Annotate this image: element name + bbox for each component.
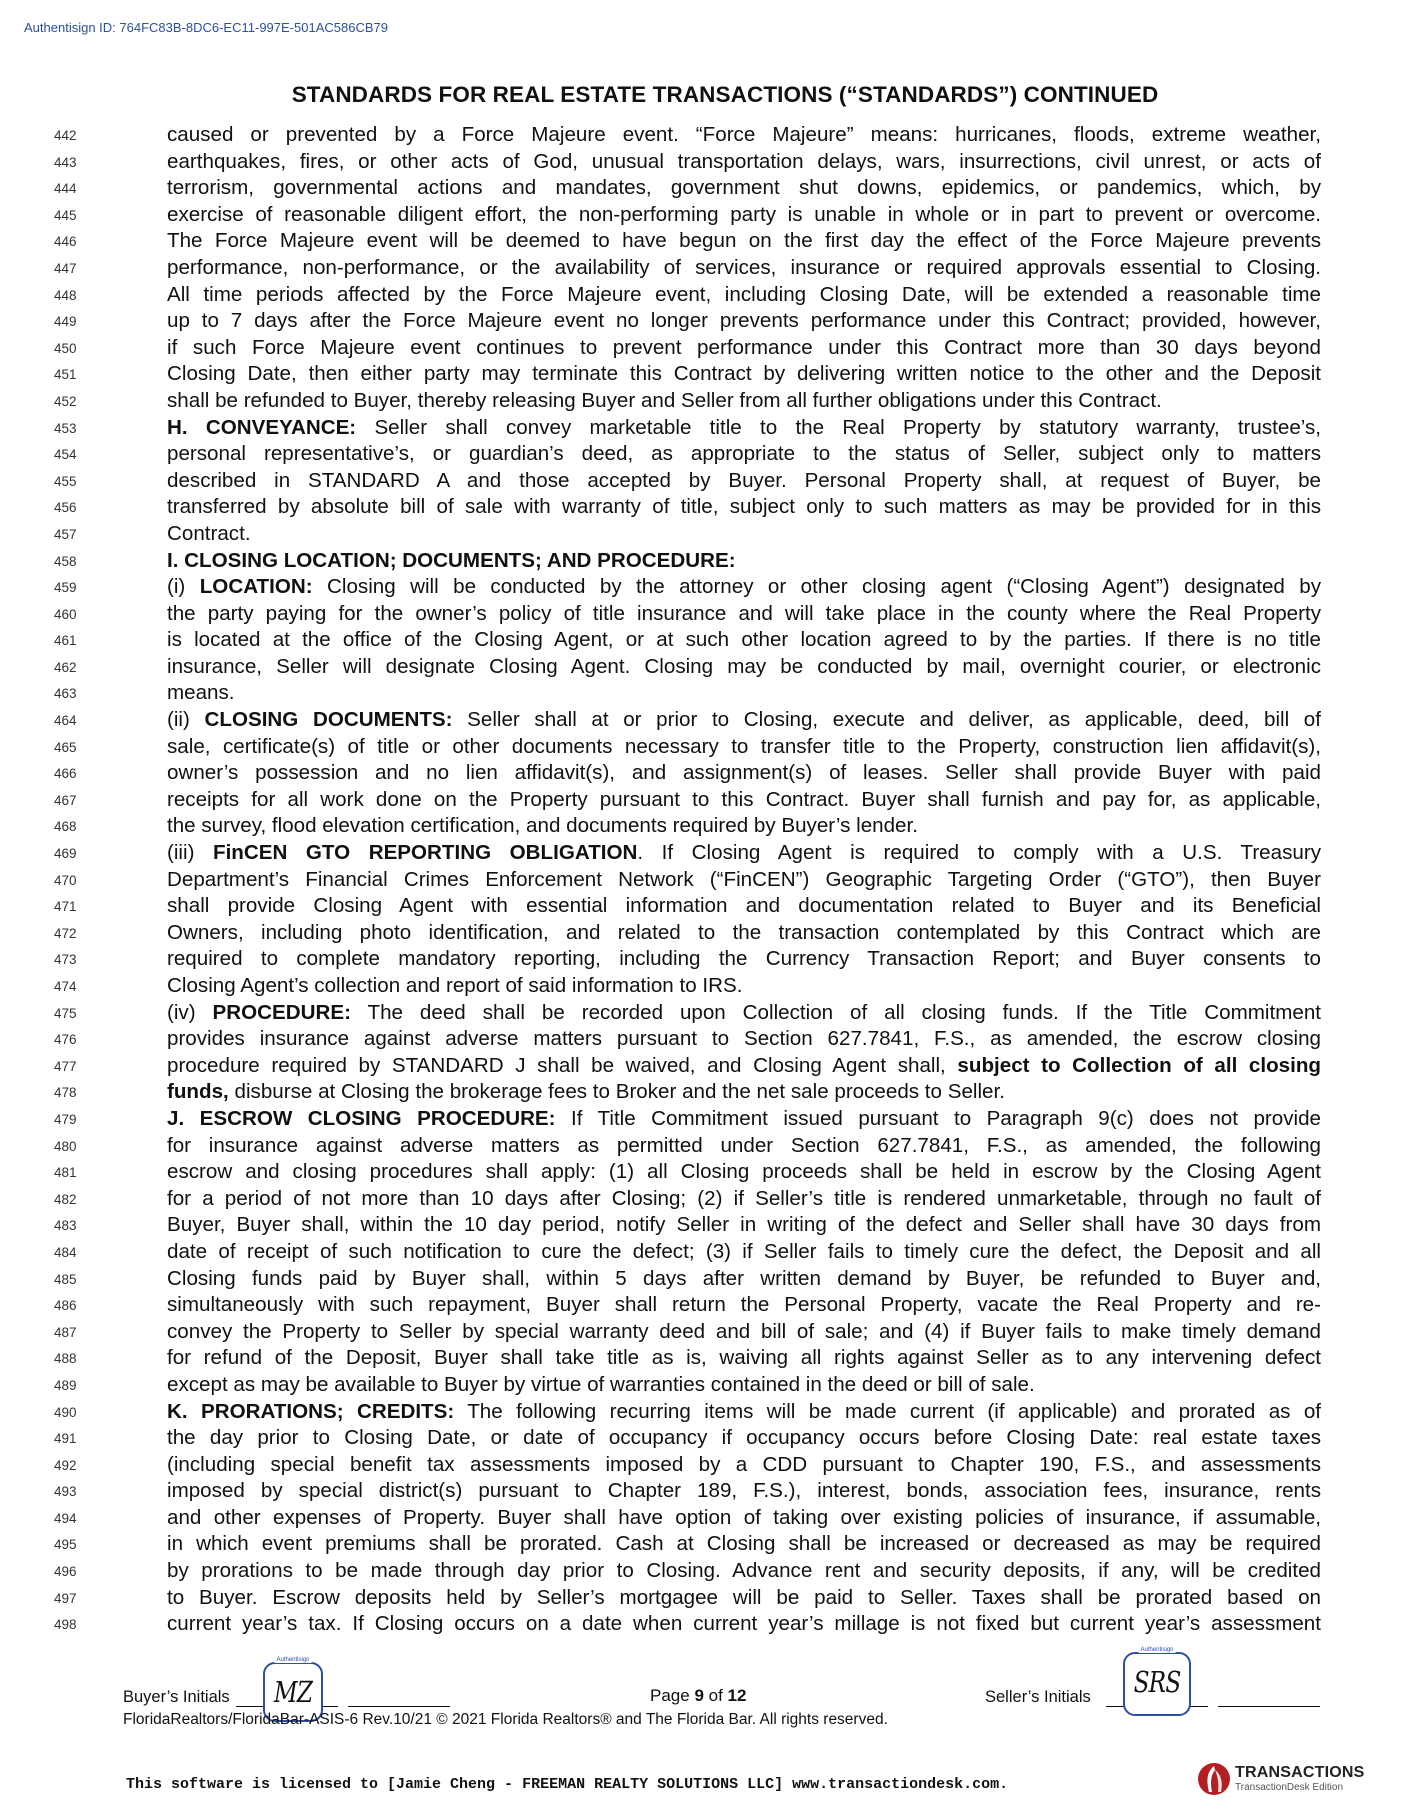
line-number: 486: [54, 1298, 77, 1314]
line-number: 481: [54, 1165, 77, 1181]
line-number: 482: [54, 1191, 77, 1207]
buyer-initials-label: Buyer’s Initials: [123, 1688, 230, 1706]
line-text-segment: the day prior to Closing Date, or date of occupancy if occupancy occurs before Closing Date: real estate taxes: [167, 1426, 1321, 1450]
line-text: [167, 893, 1321, 920]
line-number: 456: [54, 500, 77, 516]
line-text: [167, 494, 1321, 521]
line-text-segment: owner’s possession and no lien affidavit(s), and assignment(s) of leases. Seller shall provide Buyer with paid: [167, 761, 1321, 785]
line-text-segment: for insurance against adverse matters as permitted under Section 627.7841, F.S., as amended, the following: [167, 1133, 1321, 1157]
line-text-segment: personal representative’s, or guardian’s deed, as appropriate to the status of Seller, subject only to matters: [167, 442, 1321, 466]
initial-box-tag: Authentisign: [276, 1657, 310, 1663]
line-text: [167, 760, 1321, 787]
page-total: 12: [727, 1686, 747, 1705]
line-text: [167, 149, 1321, 176]
line-text: [167, 1292, 1321, 1319]
line-text-bold: subject to Collection of all closing: [957, 1053, 1322, 1077]
line-number: 485: [54, 1271, 77, 1287]
seller-initials-mark: SRS: [1133, 1665, 1181, 1699]
line-text: [167, 787, 1321, 814]
document-line: [0, 1399, 1401, 1426]
line-text: [167, 707, 1321, 734]
line-text: [167, 175, 1321, 202]
seller-initials-line-2[interactable]: [1218, 1688, 1320, 1707]
line-text-segment: If Title Commitment issued pursuant to Paragraph 9(c) does not provide: [555, 1106, 1321, 1130]
line-text-segment: described in STANDARD A and those accepted by Buyer. Personal Property shall, at request of Buyer, be: [167, 468, 1321, 492]
line-text-segment: current year’s tax. If Closing occurs on a date when current year’s millage is not fixed but current year’s assessment: [167, 1612, 1321, 1636]
line-number: 489: [54, 1377, 77, 1393]
document-line: [0, 1186, 1401, 1213]
line-number: 490: [54, 1404, 77, 1420]
line-text-segment: date of receipt of such notification to cure the defect; (3) if Seller fails to timely cure the defect, the Deposit and all: [167, 1239, 1321, 1263]
document-line: [0, 521, 1401, 548]
line-text-segment: means.: [167, 681, 235, 705]
line-text-segment: in which event premiums shall be prorated. Cash at Closing shall be increased or decreased as may be required: [167, 1532, 1321, 1556]
document-line: [0, 415, 1401, 442]
line-text: [167, 122, 1321, 149]
line-text: [167, 1026, 1321, 1053]
line-number: 468: [54, 819, 77, 835]
line-text: [167, 654, 1321, 681]
document-line: [0, 1000, 1401, 1027]
line-text: [167, 574, 1321, 601]
line-text: [167, 1585, 1321, 1612]
line-text-segment: the party paying for the owner’s policy of title insurance and will take place in the county where the Real Property: [167, 601, 1321, 625]
line-text-segment: disburse at Closing the brokerage fees to Broker and the net sale proceeds to Seller.: [228, 1080, 1005, 1104]
line-number: 447: [54, 260, 77, 276]
document-line: [0, 494, 1401, 521]
line-text-segment: the survey, flood elevation certification, and documents required by Buyer’s lender.: [167, 814, 918, 838]
line-text: [167, 415, 1321, 442]
line-text-segment: exercise of reasonable diligent effort, the non-performing party is unable in whole or in part to prevent or overcome.: [167, 202, 1321, 226]
line-number: 479: [54, 1111, 77, 1127]
line-text-segment: Buyer, Buyer shall, within the 10 day period, notify Seller in writing of the defect and Seller shall have 30 days from: [167, 1213, 1321, 1237]
line-text-segment: shall be refunded to Buyer, thereby releasing Buyer and Seller from all further obligations under this Contract.: [167, 388, 1162, 412]
line-number: 457: [54, 526, 77, 542]
line-text-bold: K. PRORATIONS; CREDITS:: [167, 1399, 455, 1423]
line-number: 462: [54, 659, 77, 675]
line-text-segment: performance, non-performance, or the availability of services, insurance or required approvals essential to Closing.: [167, 255, 1321, 279]
document-line: [0, 1266, 1401, 1293]
line-text: [167, 282, 1321, 309]
line-text: [167, 388, 1321, 415]
document-line: [0, 1292, 1401, 1319]
line-text-bold: funds,: [167, 1080, 229, 1104]
line-number: 459: [54, 580, 77, 596]
document-line: [0, 149, 1401, 176]
line-number: 455: [54, 473, 77, 489]
line-text: [167, 1531, 1321, 1558]
line-text: [167, 441, 1321, 468]
document-line: [0, 1212, 1401, 1239]
line-text-segment: imposed by special district(s) pursuant to Chapter 189, F.S.), interest, bonds, association fees, insurance, rents: [167, 1479, 1321, 1503]
document-title: STANDARDS FOR REAL ESTATE TRANSACTIONS (“STANDARDS”) CONTINUED: [291, 82, 1159, 107]
document-line: [0, 1026, 1401, 1053]
document-line: [0, 335, 1401, 362]
copyright-notice: FloridaRealtors/FloridaBar-ASIS-6 Rev.10/21 © 2021 Florida Realtors® and The Florida Bar. All rights reserved.: [123, 1711, 888, 1728]
line-text: [167, 1133, 1321, 1160]
line-number: 484: [54, 1244, 77, 1260]
line-number: 491: [54, 1431, 77, 1447]
line-number: 471: [54, 899, 77, 915]
line-number: 467: [54, 792, 77, 808]
document-line: [0, 175, 1401, 202]
line-number: 498: [54, 1617, 77, 1633]
line-number: 487: [54, 1324, 77, 1340]
document-line: [0, 946, 1401, 973]
line-text-segment: All time periods affected by the Force Majeure event, including Closing Date, will be extended a reasonable time: [167, 282, 1321, 306]
line-text-segment: The Force Majeure event will be deemed to have begun on the first day the effect of the Force Majeure prevents: [167, 229, 1321, 253]
line-number: 458: [54, 553, 77, 569]
line-text: [167, 1399, 1321, 1426]
document-line: [0, 787, 1401, 814]
line-text: [167, 840, 1321, 867]
brand-name: TRANSACTIONS: [1235, 1764, 1365, 1781]
document-line: [0, 760, 1401, 787]
document-line: [0, 920, 1401, 947]
line-text-segment: for a period of not more than 10 days after Closing; (2) if Seller’s title is rendered unmarketable, through no fault of: [167, 1186, 1321, 1210]
line-text-segment: insurance, Seller will designate Closing Agent. Closing may be conducted by mail, overnight courier, or electronic: [167, 654, 1321, 678]
line-text-segment: shall provide Closing Agent with essential information and documentation related to Buyer and its Beneficial: [167, 894, 1321, 918]
document-line: [0, 1558, 1401, 1585]
line-text: [167, 627, 1321, 654]
line-number: 492: [54, 1457, 77, 1473]
line-text: [167, 1000, 1321, 1027]
line-text-segment: caused or prevented by a Force Majeure event. “Force Majeure” means: hurricanes, floods, extreme weather,: [167, 123, 1321, 146]
document-line: [0, 548, 1401, 575]
line-text-bold: LOCATION:: [199, 575, 313, 599]
buyer-initials-mark: MZ: [273, 1675, 313, 1709]
line-text: [167, 521, 1321, 548]
line-number: 453: [54, 420, 77, 436]
line-number: 476: [54, 1032, 77, 1048]
line-text: [167, 920, 1321, 947]
line-text: [167, 867, 1321, 894]
line-text: [167, 1345, 1321, 1372]
line-number: 494: [54, 1510, 77, 1526]
document-line: [0, 840, 1401, 867]
line-number: 475: [54, 1005, 77, 1021]
document-line: [0, 388, 1401, 415]
document-line: [0, 601, 1401, 628]
authentisign-id: Authentisign ID: 764FC83B-8DC6-EC11-997E-501AC586CB79: [24, 20, 388, 35]
line-number: 461: [54, 633, 77, 649]
line-number: 464: [54, 713, 77, 729]
line-number: 495: [54, 1537, 77, 1553]
document-body: [0, 122, 1401, 1638]
line-text: [167, 548, 1321, 575]
line-text-segment: simultaneously with such repayment, Buyer shall return the Personal Property, vacate the Real Property and re-: [167, 1293, 1321, 1317]
document-line: [0, 361, 1401, 388]
document-line: [0, 813, 1401, 840]
line-number: 466: [54, 766, 77, 782]
line-number: 470: [54, 872, 77, 888]
line-text-segment: (ii): [167, 708, 205, 732]
software-license-notice: This software is licensed to [Jamie Cheng - FREEMAN REALTY SOLUTIONS LLC] www.transactiondesk.com.: [126, 1776, 1009, 1793]
line-number: 472: [54, 925, 77, 941]
line-text-segment: Department’s Financial Crimes Enforcement Network (“FinCEN”) Geographic Targeting Order (“GTO”), then Buyer: [167, 867, 1321, 891]
line-text-segment: receipts for all work done on the Property pursuant to this Contract. Buyer shall furnish and pay for, as applicable,: [167, 787, 1321, 811]
line-text: [167, 813, 1321, 840]
line-text: [167, 946, 1321, 973]
line-number: 443: [54, 154, 77, 170]
document-line: [0, 1079, 1401, 1106]
line-text: [167, 1159, 1321, 1186]
document-line: [0, 255, 1401, 282]
line-number: 452: [54, 393, 77, 409]
document-line: [0, 654, 1401, 681]
line-number: 460: [54, 606, 77, 622]
line-text: [167, 361, 1321, 388]
line-text: [167, 202, 1321, 229]
line-text-segment: if such Force Majeure event continues to prevent performance under this Contract more than 30 days beyond: [167, 335, 1321, 359]
line-text: [167, 1239, 1321, 1266]
line-number: 477: [54, 1058, 77, 1074]
line-number: 445: [54, 207, 77, 223]
line-number: 444: [54, 181, 77, 197]
line-text: [167, 1266, 1321, 1293]
line-text: [167, 680, 1321, 707]
line-text-segment: except as may be available to Buyer by virtue of warranties contained in the deed or bill of sale.: [167, 1372, 1035, 1396]
line-text: [167, 601, 1321, 628]
line-number: 449: [54, 314, 77, 330]
document-line: [0, 680, 1401, 707]
line-text-segment: The deed shall be recorded upon Collection of all closing funds. If the Title Commitment: [350, 1000, 1321, 1024]
document-line: [0, 1452, 1401, 1479]
line-text-segment: required to complete mandatory reporting, including the Currency Transaction Report; and Buyer consents to: [167, 947, 1321, 971]
line-text: [167, 1558, 1321, 1585]
line-text-segment: Closing funds paid by Buyer shall, within 5 days after written demand by Buyer, be refunded to Buyer and,: [167, 1266, 1321, 1290]
document-line: [0, 308, 1401, 335]
brand-subtitle: TransactionDesk Edition: [1235, 1782, 1344, 1793]
line-number: 446: [54, 234, 77, 250]
line-number: 451: [54, 367, 77, 383]
line-text-segment: transferred by absolute bill of sale with warranty of title, subject only to such matters as may be provided for in this: [167, 495, 1321, 519]
line-text: [167, 308, 1321, 335]
document-line: [0, 627, 1401, 654]
document-line: [0, 1133, 1401, 1160]
seller-initials-signature: [1123, 1647, 1191, 1716]
document-line: [0, 1611, 1401, 1638]
document-line: [0, 1505, 1401, 1532]
document-line: [0, 707, 1401, 734]
line-text: [167, 1053, 1321, 1080]
line-text-bold: PROCEDURE:: [212, 1000, 351, 1024]
line-text: [167, 1425, 1321, 1452]
line-text: [167, 734, 1321, 761]
line-number: 469: [54, 846, 77, 862]
document-line: [0, 468, 1401, 495]
line-text-segment: Seller shall at or prior to Closing, execute and deliver, as applicable, deed, bill of: [452, 708, 1321, 732]
line-text-segment: Closing Agent’s collection and report of said information to IRS.: [167, 974, 743, 997]
line-number: 448: [54, 287, 77, 303]
document-line: [0, 1531, 1401, 1558]
page-indicator: Page 9 of 12: [650, 1686, 747, 1705]
line-text: [167, 468, 1321, 495]
line-number: 488: [54, 1351, 77, 1367]
document-line: [0, 1053, 1401, 1080]
line-number: 483: [54, 1218, 77, 1234]
seller-initials-label: Seller’s Initials: [985, 1688, 1091, 1706]
line-text: [167, 1319, 1321, 1346]
line-number: 497: [54, 1590, 77, 1606]
line-text-segment: Owners, including photo identification, and related to the transaction contemplated by this Contract which are: [167, 920, 1321, 944]
line-text: [167, 1186, 1321, 1213]
line-text-segment: Closing Date, then either party may terminate this Contract by delivering written notice to the other and the Deposit: [167, 362, 1321, 386]
document-line: [0, 1425, 1401, 1452]
line-text-segment: up to 7 days after the Force Majeure event no longer prevents performance under this Contract; provided, however,: [167, 309, 1321, 333]
line-text-segment: Seller shall convey marketable title to the Real Property by statutory warranty, trustee’s,: [356, 415, 1322, 439]
line-number: 454: [54, 447, 77, 463]
line-text: [167, 335, 1321, 362]
line-text: [167, 1212, 1321, 1239]
document-line: [0, 893, 1401, 920]
line-text-segment: . If Closing Agent is required to comply with a U.S. Treasury: [637, 841, 1321, 865]
line-text-segment: terrorism, governmental actions and mandates, government shut downs, epidemics, or pandemics, which, by: [167, 176, 1321, 200]
line-text-segment: sale, certificate(s) of title or other documents necessary to transfer title to the Property, construction lien affidavit(s),: [167, 734, 1321, 758]
document-line: [0, 867, 1401, 894]
line-number: 473: [54, 952, 77, 968]
line-number: 480: [54, 1138, 77, 1154]
document-line: [0, 1585, 1401, 1612]
document-line: [0, 202, 1401, 229]
line-number: 493: [54, 1484, 77, 1500]
line-text-segment: escrow and closing procedures shall apply: (1) all Closing proceeds shall be held in escrow by the Closing Agent: [167, 1160, 1321, 1184]
document-line: [0, 122, 1401, 149]
line-number: 478: [54, 1085, 77, 1101]
document-line: [0, 1159, 1401, 1186]
line-text-segment: The following recurring items will be made current (if applicable) and prorated as of: [454, 1399, 1321, 1423]
document-line: [0, 1372, 1401, 1399]
page-number: 9: [694, 1686, 704, 1705]
line-text-segment: to Buyer. Escrow deposits held by Seller’s mortgagee will be paid to Seller. Taxes shall be prorated based on: [167, 1585, 1321, 1609]
line-text-bold: CLOSING DOCUMENTS:: [204, 708, 453, 732]
line-text: [167, 255, 1321, 282]
transactions-brand: [1197, 1762, 1365, 1796]
line-text: [167, 1079, 1321, 1106]
line-text: [167, 973, 1321, 1000]
document-line: [0, 441, 1401, 468]
line-text: [167, 1611, 1321, 1638]
line-text-bold: I. CLOSING LOCATION; DOCUMENTS; AND PROCEDURE:: [167, 548, 736, 572]
document-line: [0, 1106, 1401, 1133]
document-line: [0, 574, 1401, 601]
line-text: [167, 228, 1321, 255]
line-text: [167, 1505, 1321, 1532]
initial-box-tag: Authentisign: [1140, 1647, 1174, 1653]
line-text-segment: Closing will be conducted by the attorney or other closing agent (“Closing Agent”) designated by: [312, 575, 1322, 599]
buyer-initials-line-2[interactable]: [348, 1688, 450, 1707]
line-text-segment: provides insurance against adverse matters pursuant to Section 627.7841, F.S., as amended, the escrow closing: [167, 1027, 1321, 1051]
line-number: 496: [54, 1564, 77, 1580]
line-text-segment: by prorations to be made through day prior to Closing. Advance rent and security deposits, if any, will be credited: [167, 1559, 1321, 1583]
line-text-segment: (i): [167, 575, 200, 599]
line-text-segment: procedure required by STANDARD J shall be waived, and Closing Agent shall,: [167, 1053, 958, 1077]
line-text-bold: FinCEN GTO REPORTING OBLIGATION: [213, 841, 638, 865]
line-text-segment: earthquakes, fires, or other acts of God, unusual transportation delays, wars, insurrections, civil unrest, or acts of: [167, 149, 1321, 173]
document-line: [0, 973, 1401, 1000]
document-line: [0, 734, 1401, 761]
document-line: [0, 228, 1401, 255]
line-number: 465: [54, 739, 77, 755]
line-text-bold: H. CONVEYANCE:: [167, 415, 357, 439]
line-text: [167, 1452, 1321, 1479]
line-text: [167, 1478, 1321, 1505]
line-text: [167, 1372, 1321, 1399]
line-text: [167, 1106, 1321, 1133]
line-number: 442: [54, 128, 77, 143]
line-text-segment: is located at the office of the Closing Agent, or at such other location agreed to by the parties. If there is no title: [167, 628, 1321, 652]
line-text-segment: (iv): [167, 1000, 213, 1024]
line-number: 450: [54, 340, 77, 356]
line-text-segment: for refund of the Deposit, Buyer shall take title as is, waiving all rights against Seller as to any intervening defect: [167, 1346, 1321, 1370]
line-text-bold: J. ESCROW CLOSING PROCEDURE:: [167, 1106, 556, 1130]
document-line: [0, 282, 1401, 309]
document-line: [0, 1239, 1401, 1266]
line-text-segment: (iii): [167, 841, 213, 865]
line-text-segment: (including special benefit tax assessments imposed by a CDD pursuant to Chapter 190, F.S., and assessments: [167, 1452, 1321, 1476]
line-text-segment: convey the Property to Seller by special warranty deed and bill of sale; and (4) if Buyer fails to make timely demand: [167, 1319, 1321, 1343]
line-text-segment: Contract.: [167, 521, 251, 545]
line-text-segment: and other expenses of Property. Buyer shall have option of taking over existing policies of insurance, if assumable,: [167, 1505, 1321, 1529]
line-number: 474: [54, 979, 77, 994]
transactions-logo-icon: [1197, 1762, 1231, 1796]
document-line: [0, 1319, 1401, 1346]
line-number: 463: [54, 686, 77, 702]
document-line: [0, 1345, 1401, 1372]
document-line: [0, 1478, 1401, 1505]
